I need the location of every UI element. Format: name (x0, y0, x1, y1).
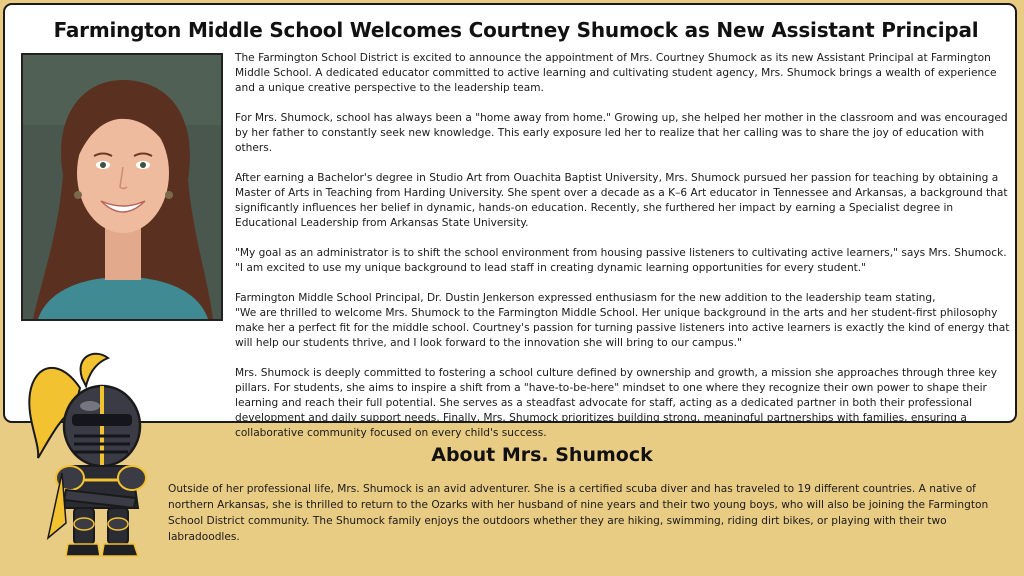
portrait-photo (21, 53, 223, 321)
about-title: About Mrs. Shumock (431, 444, 653, 466)
portrait-photo-icon (23, 55, 221, 319)
article-paragraph: Farmington Middle School Principal, Dr. Dustin Jenkerson expressed enthusiasm for the new addition to the leadership team stating, (235, 292, 936, 304)
article-card (3, 3, 1017, 439)
article-paragraph: The Farmington School District is excited to announce the appointment of Mrs. Courtney Shumock as its new Assistant Principal at Farmington Middle School. A dedicated educator committed to active learning and cultivating student agency, Mrs. Shumock brings a wealth of experience and a unique creative perspective to the leadership team. (235, 52, 997, 94)
page-title: Farmington Middle School Welcomes Courtney Shumock as New Assistant Principal (53, 18, 979, 42)
article-paragraph: After earning a Bachelor's degree in Studio Art from Ouachita Baptist University, Mrs. Shumock pursued her passion for teaching by obtaining a Master of Arts in Teaching from Harding University. She spent over a decade as a K–6 Art educator in Tennessee and Arkansas, a background that significantly influences her belief in dynamic, hands-on education. Recently, she furthered her impact by earning a Specialist degree in Educational Leadership from Arkansas State University. (235, 172, 1008, 229)
about-text: Outside of her professional life, Mrs. Shumock is an avid adventurer. She is a certified scuba diver and has traveled to 19 different countries. A native of northern Arkansas, she is thrilled to return to the Ozarks with her husband of nine years and their two young boys, who will also be joining the Farmington School District community. The Shumock family enjoys the outdoors whether they are hiking, swimming, riding dirt bikes, or playing with their two labradoodles. (168, 483, 989, 543)
article-body (235, 51, 1015, 456)
article-paragraph: Mrs. Shumock is deeply committed to fostering a school culture defined by ownership and growth, a mission she approaches through three key pillars. For students, she aims to inspire a shift from a "have-to-be-here" mindset to one where they recognize their own power to shape their learning and reach their full potential. She serves as a steadfast advocate for staff, acting as a dedicated partner in both their professional development and daily support needs. Finally, Mrs. Shumock prioritizes building strong, meaningful partnerships with families, ensuring a collaborative community focused on every child's success. (235, 367, 997, 439)
article-paragraph: "My goal as an administrator is to shift the school environment from housing passive listeners to cultivating active learners," says Mrs. Shumock. "I am excited to use my unique background to lead staff in creating dynamic learning opportunities for every student." (235, 247, 1007, 274)
article-paragraph: For Mrs. Shumock, school has always been a "home away from home." Growing up, she helped her mother in the classroom and was encouraged by her father to constantly seek new knowledge. This early exposure led her to realize that her calling was to share the joy of education with others. (235, 112, 1008, 154)
principal-quote: "We are thrilled to welcome Mrs. Shumock to the Farmington Middle School. Her unique background in the arts and her student-first philosophy make her a perfect fit for the middle school. Courtney's passion for turning passive listeners into active learners is exactly the kind of energy that will help our students thrive, and I look forward to the innovation she will bring to our campus." (235, 307, 1010, 349)
